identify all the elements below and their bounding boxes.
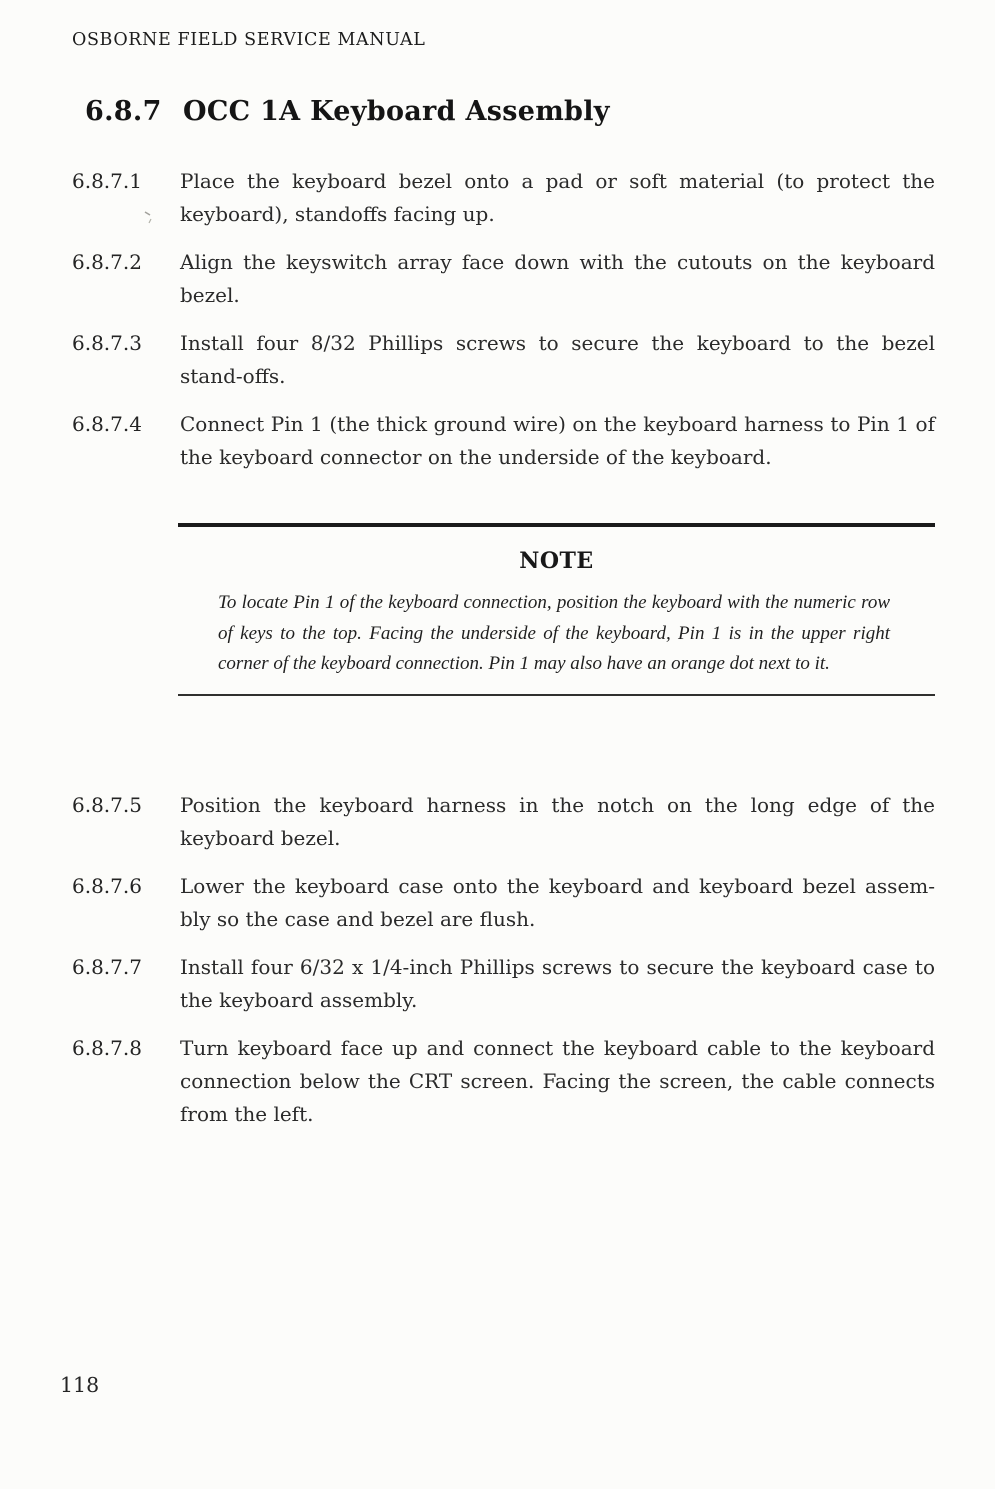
step-text: Lower the keyboard case onto the keyboard and keyboard bezel assem-bly so the case and bezel are flush. <box>180 874 935 931</box>
page-number: 118 <box>60 1373 100 1397</box>
note-bottom-rule <box>178 694 935 696</box>
step-number: 6.8.7.1 <box>72 169 142 193</box>
note-block <box>178 523 935 696</box>
step-text: Install four 6/32 x 1/4-inch Phillips screws to secure the keyboard case to the keyboard assembly. <box>180 955 935 1012</box>
step-text: Place the keyboard bezel onto a pad or soft material (to protect the keyboard), standoffs facing up. <box>180 169 935 226</box>
step-text: Align the keyswitch array face down with the cutouts on the keyboard bezel. <box>180 250 935 307</box>
procedure-step <box>72 408 935 474</box>
step-text: Connect Pin 1 (the thick ground wire) on the keyboard harness to Pin 1 of the keyboard connector on the underside of the keyboard. <box>180 412 935 469</box>
procedure-step <box>72 246 935 312</box>
procedure-step <box>72 870 935 936</box>
procedure-step <box>72 1032 935 1131</box>
procedure-step <box>72 165 935 231</box>
procedure-step <box>72 327 935 393</box>
section-number: 6.8.7 <box>85 96 162 127</box>
running-header: OSBORNE FIELD SERVICE MANUAL <box>72 30 426 50</box>
note-top-rule <box>178 523 935 527</box>
step-text: Position the keyboard harness in the notch on the long edge of the keyboard bezel. <box>180 793 935 850</box>
step-number: 6.8.7.6 <box>72 874 142 898</box>
step-text: Install four 8/32 Phillips screws to secure the keyboard to the bezel stand-offs. <box>180 331 935 388</box>
section-heading <box>85 96 610 127</box>
step-text: Turn keyboard face up and connect the keyboard cable to the keyboard connection below the CRT screen. Facing the screen, the cable connects from the left. <box>180 1036 935 1126</box>
step-number: 6.8.7.8 <box>72 1036 142 1060</box>
step-number: 6.8.7.4 <box>72 412 142 436</box>
step-number: 6.8.7.5 <box>72 793 142 817</box>
procedure-step <box>72 951 935 1017</box>
note-title: NOTE <box>519 548 594 574</box>
procedure-step <box>72 789 935 855</box>
procedure-steps-before-note <box>72 165 935 489</box>
step-number: 6.8.7.7 <box>72 955 142 979</box>
step-number: 6.8.7.3 <box>72 331 142 355</box>
section-title: OCC 1A Keyboard Assembly <box>183 96 610 127</box>
procedure-steps-after-note <box>72 789 935 1146</box>
note-body: To locate Pin 1 of the keyboard connection, position the keyboard with the numeric row of keys to the top. Facing the underside of the keyboard, Pin 1 is in the upper right corner of the keyboard connection. Pin 1 may also have an orange dot next to it. <box>218 592 890 674</box>
step-number: 6.8.7.2 <box>72 250 142 274</box>
